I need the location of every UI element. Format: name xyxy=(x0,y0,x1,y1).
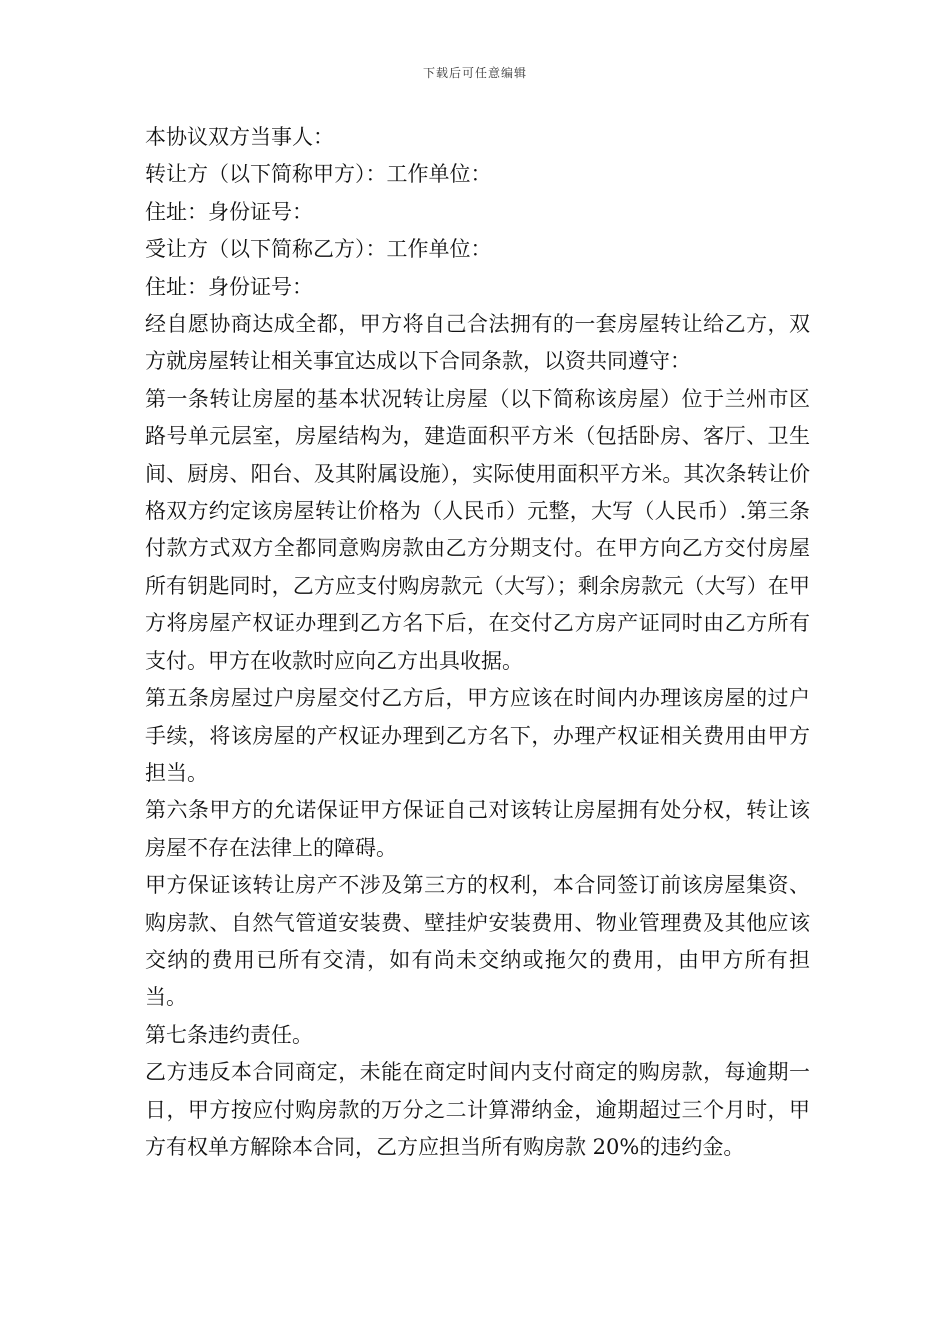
paragraph-transferor: 转让方（以下简称甲方）：工作单位： xyxy=(145,162,492,187)
paragraph-article-7-title: 第七条违约责任。 xyxy=(145,1022,313,1047)
paragraph-transferor-address: 住址：身份证号： xyxy=(145,199,313,224)
paragraph-transferee-address: 住址：身份证号： xyxy=(145,274,313,299)
paragraph-transferee: 受让方（以下简称乙方）：工作单位： xyxy=(145,237,492,262)
paragraph-breach: 乙方违反本合同商定，未能在商定时间内支付商定的购房款，每逾期一日，甲方按应付购房款的万分之二计算滞纳金，逾期超过三个月时，甲方有权单方解除本合同，乙方应担当所有购房款 20%的违约金。 xyxy=(145,1060,810,1159)
header-note: 下载后可任意编辑 xyxy=(422,66,527,80)
paragraph-article-5: 第五条房屋过户房屋交付乙方后，甲方应该在时间内办理该房屋的过户手续，将该房屋的产权证办理到乙方名下，办理产权证相关费用由甲方担当。 xyxy=(145,686,810,785)
document-body xyxy=(145,119,810,1166)
paragraph-preamble: 经自愿协商达成全都，甲方将自己合法拥有的一套房屋转让给乙方，双方就房屋转让相关事宜达成以下合同条款，以资共同遵守： xyxy=(145,312,810,374)
paragraph-article-6: 第六条甲方的允诺保证甲方保证自己对该转让房屋拥有处分权，转让该房屋不存在法律上的障碍。 xyxy=(145,798,810,860)
paragraph-guarantee: 甲方保证该转让房产不涉及第三方的权利，本合同签订前该房屋集资、购房款、自然气管道安装费、壁挂炉安装费用、物业管理费及其他应该交纳的费用已所有交清，如有尚未交纳或拖欠的费用，由甲方所有担当。 xyxy=(145,873,810,1010)
paragraph-article-1-2-3: 第一条转让房屋的基本状况转让房屋（以下简称该房屋）位于兰州市区路号单元层室，房屋结构为，建造面积平方米（包括卧房、客厅、卫生间、厨房、阳台、及其附属设施），实际使用面积平方米。其次条转让价格双方约定该房屋转让价格为（人民币）元整，大写（人民币）.第三条付款方式双方全都同意购房款由乙方分期支付。在甲方向乙方交付房屋所有钥匙同时，乙方应支付购房款元（大写）；剩余房款元（大写）在甲方将房屋产权证办理到乙方名下后，在交付乙方房产证同时由乙方所有支付。甲方在收款时应向乙方出具收据。 xyxy=(145,386,810,673)
paragraph-parties: 本协议双方当事人： xyxy=(145,125,334,149)
